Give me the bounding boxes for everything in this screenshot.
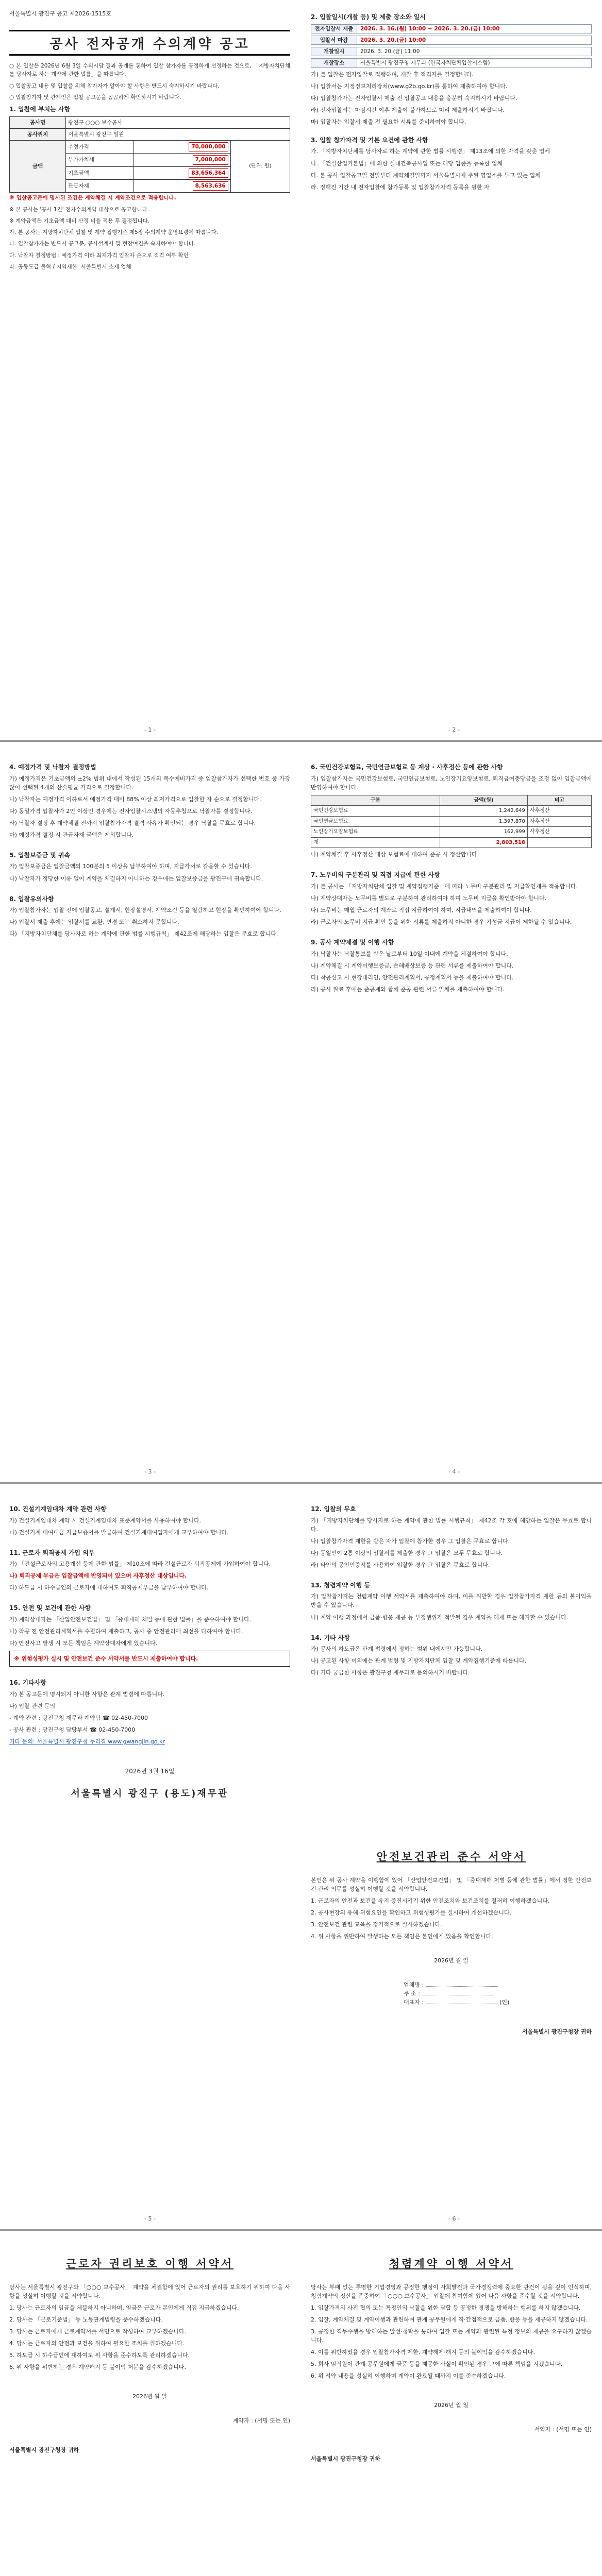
section-13-item: 나) 계약 이행 과정에서 금품·향응 제공 등 부정행위가 적발될 경우 계약을 해제 또는 해지할 수 있습니다.: [311, 1614, 568, 1621]
intro-note: ○ 입찰참가자 및 관계인은 입찰 공고문을 꼼꼼하게 확인하시기 바랍니다.: [9, 94, 181, 100]
section-5-item: 나) 낙찰자가 정당한 이유 없이 계약을 체결하지 아니하는 경우에는 입찰보증금을 광진구에 귀속합니다.: [9, 875, 263, 882]
section-16-item: 나) 입찰 관련 문의: [9, 1702, 56, 1709]
labor-pledge-item: 4. 당사는 근로자의 안전과 보건을 위하여 필요한 조치를 취하겠습니다.: [9, 2340, 185, 2347]
bid-info-table: [9, 116, 290, 193]
section-3-title: 3. 입찰 참가자격 및 기본 요건에 관한 사항: [311, 136, 428, 144]
table-value: 70,000,000: [133, 141, 230, 154]
section-1-extra: 다. 낙찰자 결정방법 : 예정가격 이하 최저가격 입찰자 순으로 적격 여부 확인: [9, 252, 189, 259]
safety-pledge-date: 2026년 월 일: [434, 1957, 469, 1964]
labor-pledge-item: 1. 당사는 근로자의 임금을 체불하지 아니하며, 임금은 근로자 본인에게 직접 지급하겠습니다.: [9, 2304, 239, 2311]
section-3-item: 가. 「지방자치단체를 당사자로 하는 계약에 관한 법률 시행령」 제13조에 의한 자격을 갖춘 업체: [311, 148, 550, 155]
section-12-item: 라) 타인의 공인인증서를 사용하여 입찰한 경우 그 입찰은 무효로 합니다.: [311, 1561, 490, 1568]
section-11-item: 가) 「건설근로자의 고용개선 등에 관한 법률」 제10조에 따라 건설근로자 퇴직공제에 가입하여야 합니다.: [9, 1561, 271, 1568]
section-8-item: 나) 입찰서 제출 후에는 입찰서를 교환, 변경 또는 취소하지 못합니다.: [9, 919, 179, 926]
page-4: [0, 2231, 602, 2576]
table-cell: 사후정산: [527, 816, 591, 827]
labor-pledge-item: 2. 당사는 「근로기준법」 등 노동관계법령을 준수하겠습니다.: [9, 2316, 163, 2323]
unit-label: (단위: 원): [230, 141, 290, 193]
schedule-row: [311, 47, 592, 56]
integrity-pledge-to: 서울특별시 광진구청장 귀하: [311, 2455, 381, 2463]
section-15-item: 다) 안전사고 발생 시 모든 책임은 계약상대자에게 있습니다.: [9, 1640, 158, 1647]
labor-pledge-date: 2026년 월 일: [132, 2393, 167, 2400]
table-cell: 국민건강보험료: [311, 806, 440, 817]
page-number: - 6 -: [448, 2215, 460, 2222]
section-12: [311, 1499, 592, 1680]
section-3-item: 나. 「건설산업기본법」에 의한 실내건축공사업 또는 해당 업종을 등록한 업체: [311, 160, 503, 167]
labor-pledge-sign: 계약자 : (서명 또는 인): [232, 2417, 290, 2424]
schedule-key: 개찰장소: [311, 58, 357, 67]
section-6-item: 가) 입찰참가자는 국민건강보험료, 국민연금보험료, 노인장기요양보험료, 퇴직급여충당금을 조정 없이 입찰금액에 반영하여야 합니다.: [311, 775, 592, 791]
labor-pledge-to: 서울특별시 광진구청장 귀하: [9, 2447, 79, 2454]
field-address: 주 소 :: [404, 1989, 592, 1998]
section-2-note: 다) 입찰참가자는 전자입찰서 제출 전 입찰공고 내용을 충분히 숙지하시기 바랍니다.: [311, 94, 517, 101]
page-3: [0, 1484, 602, 2231]
table-header: 비고: [527, 795, 591, 806]
section-15-item: 가) 계약상대자는 「산업안전보건법」 및 「중대재해 처벌 등에 관한 법률」을 준수하여야 합니다.: [9, 1616, 252, 1623]
section-1-extra: 가. 본 공사는 지방자치단체 입찰 및 계약 집행기준 제5장 수의계약 운영요령에 따릅니다.: [9, 229, 219, 236]
safety-pledge-item: 3. 안전보건 관련 교육을 정기적으로 실시하겠습니다.: [311, 1921, 442, 1928]
page-number: - 4 -: [448, 1468, 460, 1475]
integrity-pledge-item: 2. 입찰, 계약체결 및 계약이행과 관련하여 관계 공무원에게 직·간접적으로 금품, 향응 등을 제공하지 않겠습니다.: [311, 2316, 588, 2323]
section-16-item: - 공사 관련 : 광진구청 담당부서 ☎ 02-450-7000: [9, 1726, 136, 1733]
integrity-pledge-item: 6. 위 서약 내용을 성실히 이행하며 계약이 완료될 때까지 이를 준수하겠습니다.: [311, 2372, 506, 2379]
schedule-key: 개찰일시: [311, 47, 357, 56]
section-6-title: 6. 국민건강보험료, 국민연금보험료 등 계상 · 사후정산 등에 관한 사항: [311, 764, 503, 771]
page-title: 공사 전자공개 수의계약 공고: [9, 30, 290, 56]
section-2-note: 가) 본 입찰은 전자입찰로 집행하며, 개찰 후 적격자를 결정합니다.: [311, 71, 474, 78]
closing-issuer: 서울특별시 광진구 (용도)재무관: [71, 1788, 229, 1799]
section-7-title: 7. 노무비의 구분관리 및 직접 지급에 관한 사항: [311, 871, 440, 879]
section-4-item: 다) 동일가격 입찰자가 2인 이상인 경우에는 전자입찰시스템의 자동추첨으로 낙찰자를 결정합니다.: [9, 807, 253, 815]
section-11-title: 11. 근로자 퇴직공제 가입 의무: [9, 1549, 95, 1556]
section-15-item: 나) 착공 전 안전관리계획서를 수립하여 제출하고, 공사 중 안전관리에 최선을 다하여야 합니다.: [9, 1628, 243, 1635]
table-value: 광진구 ○○○ 보수공사: [66, 116, 290, 128]
table-row: [311, 837, 592, 848]
section-10-item: 나) 건설기계 대여대금 지급보증서를 발급하여 건설기계대여업자에게 교부하여야 합니다.: [9, 1529, 229, 1536]
field-company: 업체명 :: [404, 1980, 592, 1989]
safety-pledge-title: 안전보건관리 준수 서약서: [376, 1850, 526, 1863]
integrity-pledge-item: 5. 회사 임직원이 관계 공무원에게 금품 등을 제공한 사실이 확인된 경우 그에 따른 책임을 지겠습니다.: [311, 2360, 562, 2367]
table-cell: 1,397,870: [440, 816, 527, 827]
section-9-item: 나) 계약체결 시 계약이행보증금, 손해배상보증 등 관련 서류를 제출하여야 합니다.: [311, 962, 514, 969]
safety-pledge-to: 서울특별시 광진구청장 귀하: [522, 2028, 592, 2036]
section-9-item: 가) 낙찰자는 낙찰통보를 받은 날로부터 10일 이내에 계약을 체결하여야 합니다.: [311, 950, 508, 957]
section-6-item: 나) 계약체결 후 사후정산 대상 보험료에 대하여 준공 시 정산합니다.: [311, 851, 479, 858]
section-4-item: 라) 낙찰자 결정 후 계약체결 전까지 입찰참가자격 결격 사유가 확인되는 경우 낙찰을 무효로 합니다.: [9, 819, 256, 826]
section-14-item: 다) 기타 궁금한 사항은 광진구청 재무과로 문의하시기 바랍니다.: [311, 1669, 470, 1676]
schedule-value: 2026. 3. 20.(금) 11:00: [357, 47, 592, 56]
section-14-item: 가) 공사의 하도급은 관계 법령에서 정하는 범위 내에서만 가능합니다.: [311, 1646, 483, 1653]
section-7-item: 다) 노무비는 매월 근로자의 계좌로 직접 지급하여야 하며, 지급내역을 제출하여야 합니다.: [311, 906, 532, 913]
section-9-item: 다) 착공신고 시 현장대리인, 안전관리계획서, 공정계획서 등을 제출하여야 합니다.: [311, 974, 514, 981]
page-number: - 5 -: [144, 2215, 156, 2222]
table-cell: 1,242,649: [440, 806, 527, 817]
section-10-title: 10. 건설기계임대차 계약 관련 사항: [9, 1505, 107, 1513]
section-2-note: 마) 입찰자는 입찰서 제출 전 필요한 서류를 준비하여야 합니다.: [311, 118, 466, 125]
schedule-row: [311, 24, 592, 33]
table-cell: 계: [311, 837, 440, 848]
section-16-item: - 계약 관련 : 광진구청 재무과 계약팀 ☎ 02-450-7000: [9, 1714, 148, 1721]
section-1-note: ※ 본 공사는 '공사 1건' 전자수의계약 대상으로 공고합니다.: [9, 206, 149, 213]
section-5-title: 5. 입찰보증금 및 귀속: [9, 851, 71, 859]
section-12-item: 다) 동일인이 2통 이상의 입찰서를 제출한 경우 그 입찰은 모두 무효로 합니다.: [311, 1549, 503, 1556]
safety-note-box: ※ 위험성평가 실시 및 안전보건 준수 서약서를 반드시 제출하여야 합니다.: [9, 1651, 290, 1667]
table-value: 8,563,636: [133, 179, 230, 192]
safety-pledge-item: 4. 위 사항을 위반하여 발생하는 모든 책임은 본인에게 있음을 확인합니다.: [311, 1933, 493, 1940]
table-value: 7,000,000: [133, 154, 230, 166]
intro-note: ○ 본 입찰은 2026년 6월 3일 수의시담 결과 공개를 통하여 입찰 참가자를 공정하게 선정하는 것으로, 「지방자치단체를 당사자로 하는 계약에 관한 법률」을 따릅니다.: [9, 63, 290, 78]
section-11-item: 다) 하도급 시 하수급인의 근로자에 대하여도 퇴직공제부금을 납부하여야 합니다.: [9, 1584, 209, 1591]
safety-pledge-body: 본인은 위 공사 계약을 이행함에 있어 「산업안전보건법」 및 「중대재해 처벌 등에 관한 법률」에서 정한 안전보건 관리 의무를 성실히 이행할 것을 서약합니다.: [311, 1876, 592, 1892]
intro-note: ○ 입찰공고 내용 및 입찰을 위해 참가자가 알아야 할 사항은 반드시 숙지하시기 바랍니다.: [9, 82, 220, 89]
labor-pledge-title: 근로자 권리보호 이행 서약서: [65, 2257, 234, 2270]
integrity-pledge-title: 청렴계약 이행 서약서: [389, 2257, 514, 2270]
section-8-item: 다) 「지방자치단체를 당사자로 하는 계약에 관한 법률 시행규칙」 제42조에 해당하는 입찰은 무효로 합니다.: [9, 930, 278, 938]
section-1-title: 1. 입찰에 부치는 사항: [9, 106, 71, 113]
section-2-note: 라) 전자입찰서는 마감시간 이후 제출이 불가하므로 미리 제출하시기 바랍니다.: [311, 106, 505, 113]
table-cell: 노인장기요양보험료: [311, 827, 440, 838]
integrity-pledge-sign: 서약자 : (서명 또는 인): [534, 2426, 592, 2433]
insurance-table: [311, 795, 592, 849]
section-4-item: 가) 예정가격은 기초금액의 ±2% 범위 내에서 작성된 15개의 복수예비가격 중 입찰참가자가 선택한 번호 중 가장 많이 선택된 4개의 산술평균 가격으로 결정합니다.: [9, 775, 290, 791]
intro-notes: [9, 61, 290, 274]
labor-pledge-item: 5. 하도급 시 하수급인에 대하여도 위 사항을 준수하도록 관리하겠습니다.: [9, 2351, 190, 2359]
table-cell: 2,803,518: [440, 837, 527, 848]
section-1-note: ※ 입찰공고문에 명시된 조건은 계약체결 시 계약조건으로 적용합니다.: [9, 195, 176, 201]
section-15-title: 15. 안전 및 보건에 관한 사항: [9, 1604, 91, 1612]
field-ceo: 대표자 : (인): [404, 1998, 510, 2006]
section-8-item: 가) 입찰참가자는 입찰 전에 입찰공고, 설계서, 현장설명서, 계약조건 등을 열람하고 현장을 확인하여야 합니다.: [9, 907, 281, 914]
section-4-item: 마) 예정가격 결정 시 관급자재 금액은 제외합니다.: [9, 831, 134, 838]
integrity-pledge-item: 4. 이를 위반하였을 경우 입찰참가자격 제한, 계약해제·해지 등의 불이익을 감수하겠습니다.: [311, 2348, 535, 2355]
section-5-item: 가) 입찰보증금은 입찰금액의 100분의 5 이상을 납부하여야 하며, 지급각서로 갈음할 수 있습니다.: [9, 863, 252, 870]
page-number: - 2 -: [448, 726, 460, 733]
integrity-pledge-body: 당사는 부패 없는 투명한 기업경영과 공정한 행정이 사회발전과 국가경쟁력에 중요한 관건이 됨을 깊이 인식하며, 청렴계약의 정신을 존중하여 「○○○ 보수공사」 입찰에 참여함에 있어 다음 사항을 준수할 것을 서약합니다.: [311, 2283, 592, 2299]
table-row: [311, 806, 592, 817]
table-header: 금액(원): [440, 795, 527, 806]
section-16-item: 가) 본 공고문에 명시되지 아니한 사항은 관계 법령에 따릅니다.: [9, 1690, 165, 1698]
schedule-key: 전자입찰서 제출: [311, 24, 357, 33]
section-7-item: 가) 본 공사는 「지방자치단체 입찰 및 계약집행기준」에 따라 노무비 구분관리 및 지급확인제를 적용합니다.: [311, 883, 578, 890]
section-12-item: 가) 「지방자치단체를 당사자로 하는 계약에 관한 법률 시행규칙」 제42조 각 호에 해당하는 입찰은 무효로 합니다.: [311, 1517, 592, 1533]
section-16-title: 16. 기타사항: [9, 1679, 46, 1687]
closing-date: 2026년 3월 16일: [125, 1768, 175, 1775]
schedule-value: 서울특별시 광진구청 재무과 (한국자치단체입찰시스템): [357, 58, 592, 67]
section-4: [9, 757, 290, 941]
labor-pledge-item: 6. 위 사항을 위반하는 경우 계약해지 등 불이익 처분을 감수하겠습니다.: [9, 2363, 186, 2370]
page-number: - 3 -: [144, 1468, 156, 1475]
section-1-extra: 라. 공동도급 불허 / 지역제한: 서울특별시 소재 업체: [9, 263, 131, 270]
section-9-item: 라) 공사 완료 후에는 준공계와 함께 준공 관련 서류 일체를 제출하여야 합니다.: [311, 986, 505, 993]
table-cell: 사후정산: [527, 827, 591, 838]
section-8-title: 8. 입찰유의사항: [9, 895, 54, 903]
integrity-pledge-item: 1. 입찰가격의 사전 협의 또는 특정인의 낙찰을 위한 담합 등 공정한 경쟁을 방해하는 행위를 하지 않겠습니다.: [311, 2304, 581, 2311]
table-row: [311, 827, 592, 838]
section-1-note: ※ 계약금액은 기초금액 대비 산정 비율 적용 후 결정됩니다.: [9, 217, 150, 224]
table-row: [311, 816, 592, 827]
table-label: 공사위치: [10, 128, 66, 140]
section-7-item: 라) 근로자의 노무비 지급 확인 등을 위한 서류를 제출하지 아니한 경우 기성금 지급이 제한될 수 있습니다.: [311, 918, 572, 925]
schedule-value: 2026. 3. 16.(월) 10:00 ~ 2026. 3. 20.(금) 10:00: [357, 24, 592, 33]
safety-pledge-form: [311, 1844, 592, 2036]
section-4-title: 4. 예정가격 및 낙찰자 결정방법: [9, 764, 96, 771]
schedule-row: [311, 36, 592, 45]
section-13-title: 13. 청렴계약 이행 등: [311, 1581, 370, 1589]
table-cell: 162,999: [440, 827, 527, 838]
section-2: [311, 9, 592, 195]
table-label: 기초금액: [66, 166, 133, 179]
section-13-item: 가) 입찰참가자는 청렴계약 이행 서약서를 제출하여야 하며, 이를 위반할 경우 입찰참가자격 제한 등의 불이익을 받을 수 있습니다.: [311, 1593, 592, 1609]
safety-pledge-fields: [404, 1980, 592, 2007]
announce-number: 서울특별시 광진구 공고 제2026-1515호: [9, 10, 111, 17]
table-label: 추정가격: [66, 141, 133, 154]
page-number: - 1 -: [144, 726, 156, 733]
schedule-value: 2026. 3. 20.(금) 10:00: [357, 36, 592, 45]
section-1-extra: 나. 입찰참가자는 반드시 공고문, 공사설계서 및 현장여건을 숙지하여야 합니다.: [9, 241, 196, 247]
table-label: 공사명: [10, 116, 66, 128]
table-cell: 사후정산: [527, 806, 591, 817]
integrity-pledge-form: [311, 2251, 592, 2463]
page-2: [0, 742, 602, 1484]
integrity-pledge-date: 2026년 월 일: [434, 2401, 469, 2409]
table-value: 서울특별시 광진구 일원: [66, 128, 290, 140]
table-label: 관급자재: [66, 179, 133, 192]
safety-pledge-item: 2. 공사현장의 유해·위험요인을 확인하고 위험성평가를 실시하여 개선하겠습니다.: [311, 1909, 512, 1916]
section-14-title: 14. 기타 사항: [311, 1634, 350, 1641]
schedule-key: 입찰서 마감: [311, 36, 357, 45]
section-2-title: 2. 입찰일시(개찰 등) 및 제출 장소와 일시: [311, 13, 426, 21]
page-1: [0, 0, 602, 742]
section-6: [311, 757, 592, 997]
labor-pledge-item: 3. 당사는 근로자에게 근로계약서를 서면으로 작성하여 교부하겠습니다.: [9, 2328, 187, 2335]
section-10: [9, 1499, 290, 1801]
table-label: 부가가치세: [66, 154, 133, 166]
section-3-item: 라. 정해진 기간 내 전자입찰에 참가등록 및 입찰참가자격 등록을 필한 자: [311, 183, 490, 191]
section-2-note: 나) 입찰서는 지정정보처리장치(www.g2b.go.kr)를 통하여 제출하여야 합니다.: [311, 82, 508, 90]
section-3-item: 다. 본 공사 입찰공고일 전일부터 계약체결일까지 서울특별시에 주된 영업소를 두고 있는 업체: [311, 172, 541, 179]
section-9-title: 9. 공사 계약체결 및 이행 사항: [311, 939, 394, 946]
section-11-item: 나) 퇴직공제 부금은 입찰금액에 반영되어 있으며 사후정산 대상입니다.: [9, 1572, 187, 1580]
labor-pledge-form: [9, 2251, 290, 2454]
homepage-link[interactable]: 기타 문의: 서울특별시 광진구청 누리집 www.gwangjin.go.kr: [9, 1738, 165, 1745]
section-7-item: 나) 계약상대자는 노무비를 별도로 구분하여 관리하여야 하며 노무비 지급을 확인받아야 합니다.: [311, 894, 547, 902]
table-label-group: 금액: [10, 141, 66, 193]
table-header: 구분: [311, 795, 440, 806]
section-12-title: 12. 입찰의 무효: [311, 1505, 356, 1513]
safety-pledge-item: 1. 근로자의 안전과 보건을 유지·증진시키기 위한 안전조치와 보건조치를 철저히 이행하겠습니다.: [311, 1897, 550, 1904]
section-10-item: 가) 건설기계임대차 계약 시 건설기계임대차 표준계약서를 사용하여야 합니다.: [9, 1517, 202, 1524]
section-14-item: 나) 공고된 사항 이외에는 관계 법령 및 지방자치단체 입찰 및 계약집행기준에 따릅니다.: [311, 1657, 527, 1665]
section-12-item: 나) 입찰참가자격 제한을 받은 자가 입찰에 참가한 경우 그 입찰은 무효로 합니다.: [311, 1537, 510, 1545]
labor-pledge-body: 당사는 서울특별시 광진구와 「○○○ 보수공사」 계약을 체결함에 있어 근로자의 권리를 보호하기 위하여 다음 사항을 성실히 이행할 것을 서약합니다.: [9, 2283, 290, 2299]
table-cell: 국민연금보험료: [311, 816, 440, 827]
table-value: 83,656,364: [133, 166, 230, 179]
schedule-row: [311, 58, 592, 67]
integrity-pledge-item: 3. 공정한 직무수행을 방해하는 알선·청탁을 통하여 입찰 또는 계약과 관련된 특정 정보의 제공을 요구하지 않겠습니다.: [311, 2328, 592, 2344]
section-4-item: 나) 낙찰자는 예정가격 이하로서 예정가격 대비 88% 이상 최저가격으로 입찰한 자 순으로 결정합니다.: [9, 795, 261, 803]
table-cell: [527, 837, 591, 848]
